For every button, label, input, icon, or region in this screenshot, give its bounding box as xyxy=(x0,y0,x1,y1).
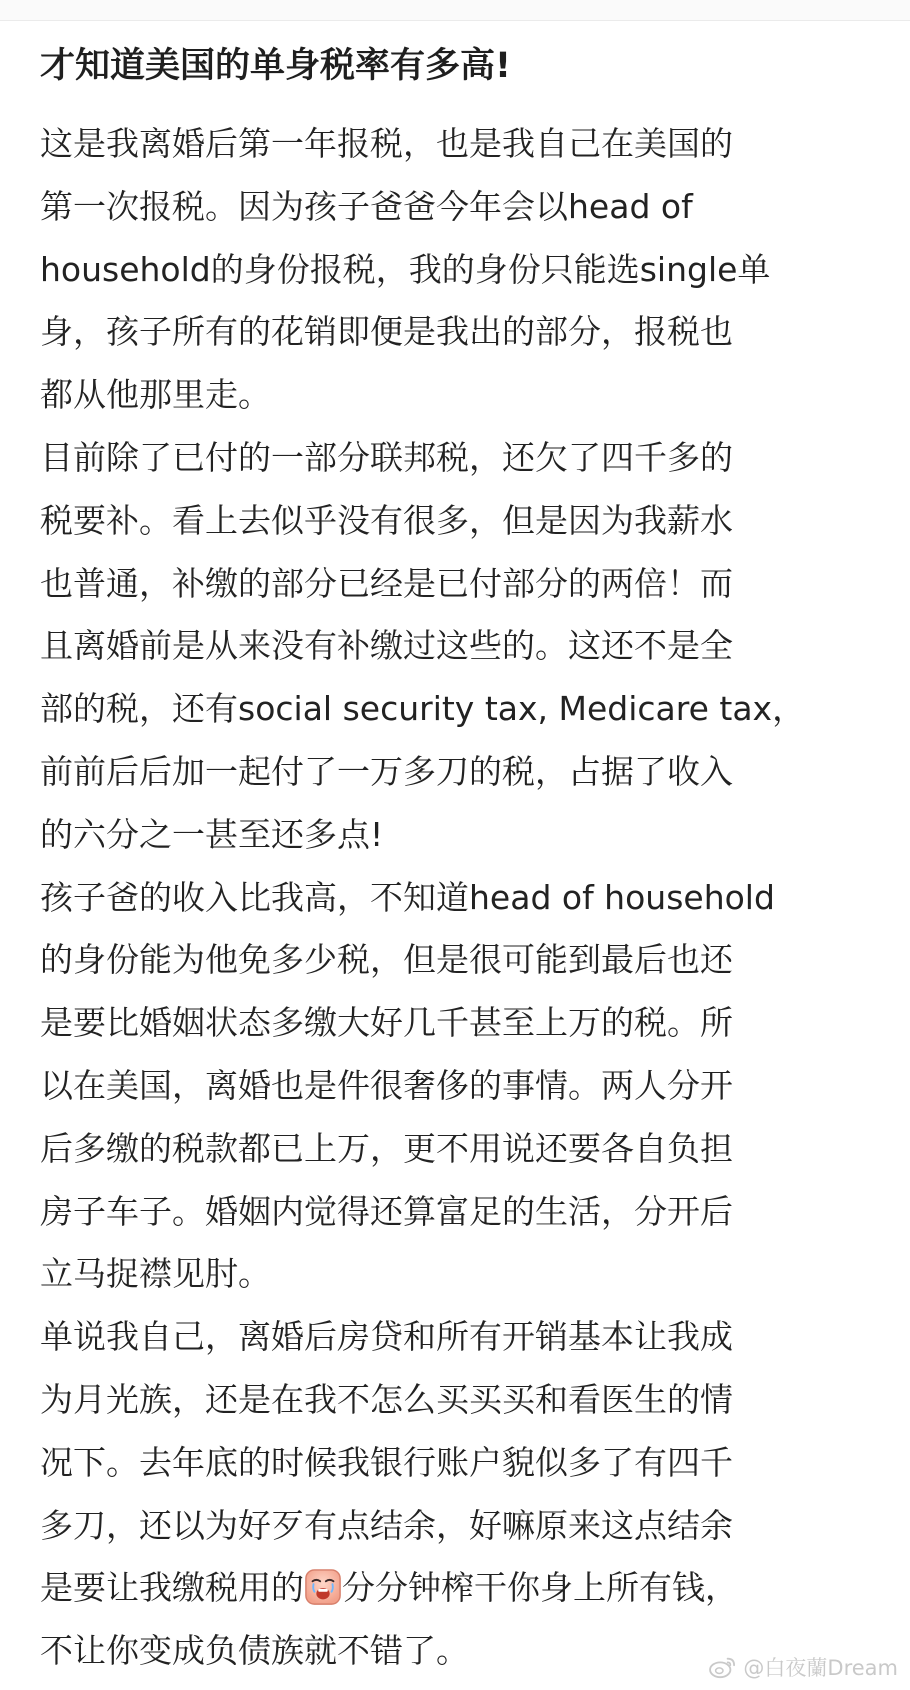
body-line: 这是我离婚后第一年报税，也是我自己在美国的 xyxy=(40,124,733,163)
weibo-icon xyxy=(708,1655,738,1679)
body-line: 况下。去年底的时候我银行账户貌似多了有四千 xyxy=(40,1442,733,1482)
body-line: 后多缴的税款都已上万，更不用说还要各自负担 xyxy=(40,1128,733,1168)
emoji-line-before: 是要让我缴税用的 xyxy=(40,1568,304,1608)
watermark-text: @白夜蘭Dream xyxy=(743,1656,898,1680)
body-line: 前前后后加一起付了一万多刀的税，占据了收入 xyxy=(40,751,733,791)
body-line: 目前除了已付的一部分联邦税，还欠了四千多的 xyxy=(40,437,733,477)
emoji-line-after: 分分钟榨干你身上所有钱， xyxy=(342,1568,738,1608)
body-line: household的身份报税，我的身份只能选single单 xyxy=(40,249,771,289)
body-line: 第一次报税。因为孩子爸爸今年会以head of xyxy=(40,186,693,226)
body-line: 且离婚前是从来没有补缴过这些的。这还不是全 xyxy=(40,626,733,666)
body-line: 也普通，补缴的部分已经是已付部分的两倍！而 xyxy=(40,563,733,603)
body-line: 单说我自己，离婚后房贷和所有开销基本让我成 xyxy=(40,1317,733,1357)
body-line: 税要补。看上去似乎没有很多，但是因为我薪水 xyxy=(40,500,733,540)
body-line: 为月光族，还是在我不怎么买买买和看医生的情 xyxy=(40,1379,733,1419)
body-line: 孩子爸的收入比我高，不知道head of household xyxy=(40,877,775,917)
post-body xyxy=(40,113,880,1683)
body-line: 房子车子。婚姻内觉得还算富足的生活，分开后 xyxy=(40,1191,733,1231)
post-title: 才知道美国的单身税率有多高! xyxy=(40,46,511,86)
body-line: 身，孩子所有的花销即便是我出的部分，报税也 xyxy=(40,312,733,352)
body-line: 以在美国，离婚也是件很奢侈的事情。两人分开 xyxy=(40,1065,733,1105)
body-line: 立马捉襟见肘。 xyxy=(40,1254,271,1294)
body-line: 不让你变成负债族就不错了。 xyxy=(40,1631,469,1671)
body-line: 都从他那里走。 xyxy=(40,375,271,415)
watermark xyxy=(708,1652,898,1682)
body-line-with-emoji xyxy=(40,1557,880,1620)
body-line: 的身份能为他免多少税，但是很可能到最后也还 xyxy=(40,940,733,980)
body-line: 是要比婚姻状态多缴大好几千甚至上万的税。所 xyxy=(40,1003,733,1043)
top-bar xyxy=(0,0,910,21)
body-line: 的六分之一甚至还多点! xyxy=(40,814,384,854)
body-line: 多刀，还以为好歹有点结余，好嘛原来这点结余 xyxy=(40,1505,733,1545)
body-line: 部的税，还有social security tax, Medicare tax， xyxy=(40,689,806,729)
crying-face-icon xyxy=(304,1568,342,1606)
